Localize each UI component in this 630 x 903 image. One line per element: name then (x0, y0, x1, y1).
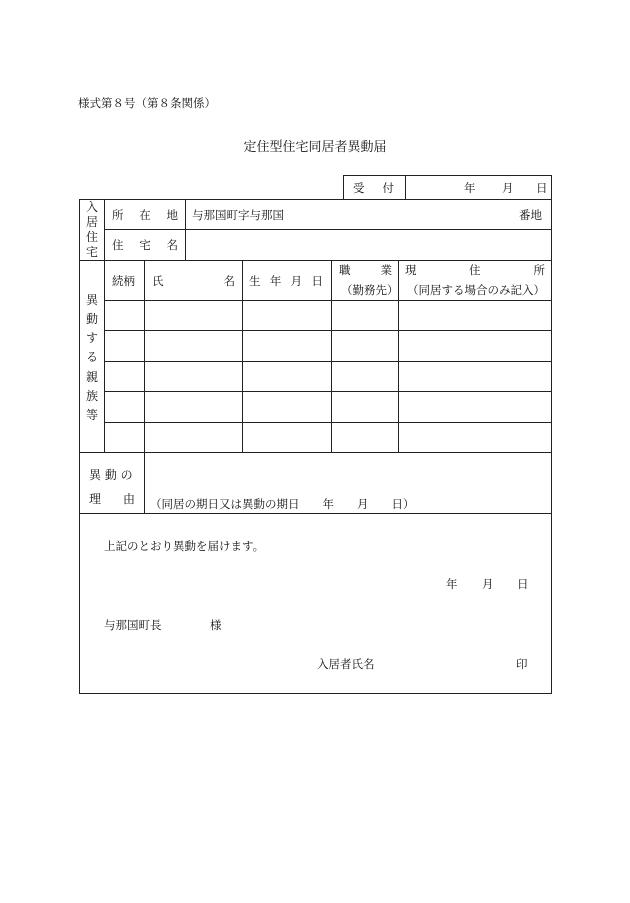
residence-section-label (80, 200, 104, 260)
col-header-birthdate (249, 273, 323, 289)
honorific: 様 (210, 618, 222, 632)
house-label-char: 名 (166, 238, 178, 252)
reception-label (344, 176, 405, 199)
col-header-occupation-2: 業 (380, 263, 392, 277)
col-header-workplace: （勤務先） (341, 283, 399, 297)
col-header-occupation-1: 職 (339, 263, 351, 277)
col-header-name (145, 273, 242, 289)
reason-label-line1: 異 動 の (89, 468, 133, 482)
col-header-occupation (332, 262, 398, 300)
col-header-address (399, 262, 551, 300)
page-title: 定住型住宅同居者異動届 (243, 140, 387, 155)
relatives-label-char: 族 (85, 388, 98, 403)
reception-date-field[interactable] (406, 176, 551, 199)
declaration-date[interactable] (440, 576, 530, 592)
relatives-label-char: す (85, 331, 98, 346)
declaration-month: 月 (482, 577, 494, 591)
address-field[interactable] (186, 200, 551, 229)
house-name-label (112, 230, 178, 260)
birth-char: 日 (311, 274, 323, 288)
address-label (112, 200, 178, 229)
birth-char: 月 (290, 274, 303, 288)
reception-month: 月 (502, 180, 514, 195)
address-label-char: 地 (166, 207, 178, 222)
applicant-label: 入居者氏名 (317, 657, 375, 671)
col-header-address-3: 所 (533, 263, 545, 277)
applicant-name-field[interactable] (380, 652, 510, 674)
residence-label-char: 居 (85, 215, 98, 229)
table-row[interactable] (105, 362, 551, 391)
reception-label-2: 付 (382, 180, 394, 195)
address-label-char: 在 (139, 207, 151, 222)
addressee: 与那国町長 (104, 618, 162, 632)
address-value: 与那国町字与那国 (192, 207, 284, 222)
house-label-char: 宅 (139, 238, 151, 252)
col-header-name-2: 名 (223, 274, 235, 288)
relatives-label-char: 動 (85, 312, 98, 327)
residence-label-char: 住 (85, 230, 98, 244)
form-number: 様式第８号（第８条関係） (78, 96, 216, 110)
relatives-label-char: る (85, 350, 98, 365)
table-row[interactable] (105, 331, 551, 361)
declaration-year: 年 (446, 577, 458, 591)
table-row[interactable] (105, 423, 551, 452)
seal-mark: 印 (516, 657, 528, 671)
col-header-relation: 続柄 (112, 274, 135, 288)
reason-date-note: （同居の期日又は異動の期日 年 月 日） (150, 497, 415, 511)
birth-char: 生 (249, 274, 261, 288)
reception-label-1: 受 (353, 180, 365, 195)
relatives-label-char: 等 (85, 407, 98, 422)
birth-char: 年 (269, 274, 282, 288)
house-name-field[interactable] (186, 230, 551, 260)
relatives-label-char: 親 (85, 369, 98, 384)
col-header-address-2: 住 (469, 263, 481, 277)
declaration-statement: 上記のとおり異動を届けます。 (104, 539, 265, 553)
residence-label-char: 宅 (85, 245, 98, 259)
table-row[interactable] (105, 301, 551, 330)
col-header-address-1: 現 (405, 263, 417, 277)
reason-label-char: 由 (122, 492, 135, 506)
reason-label-char: 理 (89, 492, 102, 506)
table-row[interactable] (105, 392, 551, 422)
declaration-day: 日 (517, 577, 529, 591)
address-label-char: 所 (112, 207, 124, 222)
address-suffix: 番地 (519, 207, 542, 222)
reception-day: 日 (536, 180, 548, 195)
relatives-label-char: 異 (85, 292, 98, 307)
house-label-char: 住 (112, 238, 124, 252)
col-header-address-note: （同居する場合のみ記入） (407, 283, 545, 297)
col-header-name-1: 氏 (152, 274, 164, 288)
residence-label-char: 入 (85, 200, 98, 214)
relatives-section-label (80, 292, 104, 424)
reception-year: 年 (464, 180, 476, 195)
